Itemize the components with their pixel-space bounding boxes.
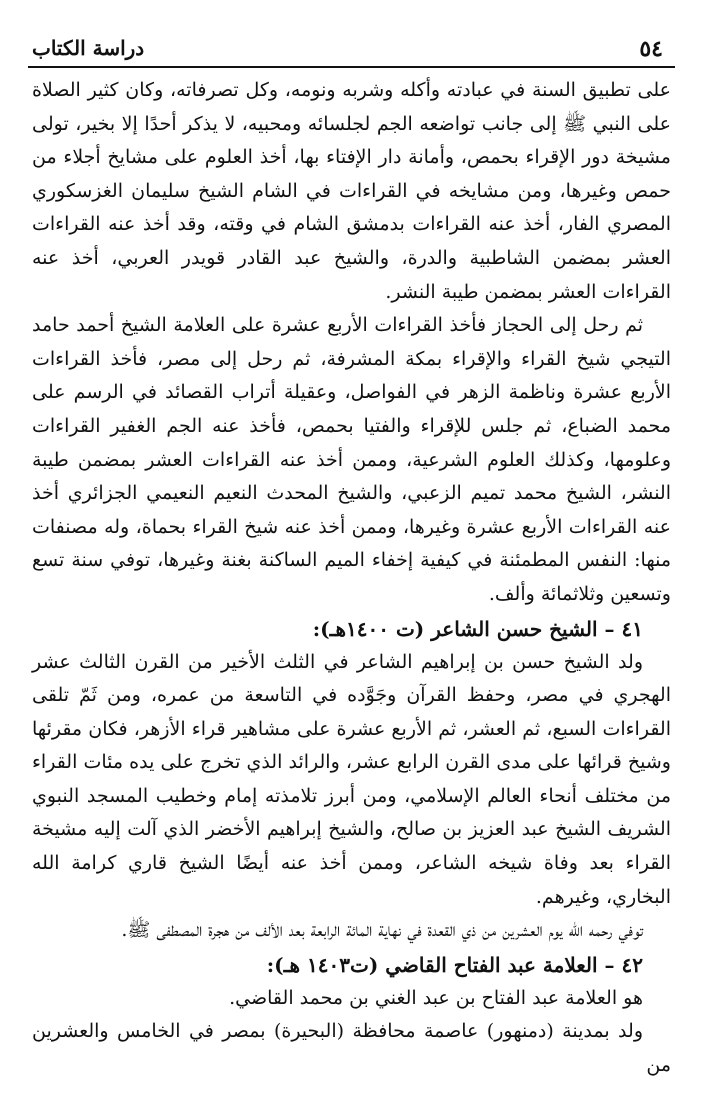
paragraph-journey: ثم رحل إلى الحجاز فأخذ القراءات الأربع عشرة على العلامة الشيخ أحمد حامد التيجي شيخ القراء والإقراء بمكة المشرفة، ثم رحل إلى مصر، فأخذ القراءات الأربع عشرة وناظمة الزهر في الفواصل، وعقيلة أتراب القصائد في الرسم على محمد الضباع، ثم جلس للإقراء والفتيا بحمص، فأخذ عنه الجم الغفير القراءات وعلومها، وكذلك العلوم الشرعية، وممن أخذ عنه القراءات العشر بمضمن طيبة النشر، الشيخ محمد تميم الزعبي، والشيخ المحدث النعيم النعيمي الجزائري أخذ عنه القراءات الأربع عشرة وغيرها، وممن أخذ عنه شيخ القراء بحماة، وله مصنفات منها: النفس المطمئنة في كيفية إخفاء الميم الساكنة بغنة وغيرها، توفي سنة تسع وتسعين وثلاثمائة وألف. xyxy=(32,314,671,605)
page-number: ٥٤ xyxy=(639,36,663,62)
page-header xyxy=(28,34,675,68)
paragraph-continuation: على تطبيق السنة في عبادته وأكله وشربه ونومه، وكل تصرفاته، وكان كثير الصلاة على النبي ﷺ إلى جانب تواضعه الجم لجلسائه ومحبيه، لا يذكر أحدًا إلا بخير، تولى مشيخة دور الإقراء بحمص، وأمانة دار الإفتاء بها، أخذ العلوم على مشايخ أجلاء من حمص وغيرها، ومن مشايخه في القراءات في الشام الشيخ سليمان الغزسكوري المصري الفار، أخذ عنه القراءات بدمشق الشام في وقته، وقد أخذ عنه القراءات العشر بمضمن الشاطبية والدرة، والشيخ عبد القادر قويدر العربي، أخذ عنه القراءات العشر بمضمن طيبة النشر. xyxy=(32,79,671,303)
running-title: دراسة الكتاب xyxy=(32,36,145,60)
page-body xyxy=(32,74,671,1083)
paragraph-birth: ولد بمدينة (دمنهور) عاصمة محافظة (البحيرة) بمصر في الخامس والعشرين من xyxy=(32,1020,671,1077)
header-rule xyxy=(28,66,675,68)
section-heading-41: ٤١ – الشيخ حسن الشاعر (ت ١٤٠٠هـ): xyxy=(312,616,643,641)
paragraph-name: هو العلامة عبد الفتاح بن عبد الغني بن محمد القاضي. xyxy=(229,986,643,1009)
section-heading-42: ٤٢ – العلامة عبد الفتاح القاضي (ت١٤٠٣ هـ): xyxy=(266,952,643,977)
paragraph-hasan-alshaer: ولد الشيخ حسن بن إبراهيم الشاعر في الثلث الأخير من القرن الثالث عشر الهجري في مصر، وحفظ القرآن وجَوَّده في التاسعة من عمره، ومن ثَمّ تلقى القراءات السبع، ثم العشر، ثم الأربع عشرة على مشاهير قراء الأزهر، فكان مقرئها وشيخ قرائها على مدى القرن الرابع عشر، والرائد الذي تخرج على يده مئات القراء من مختلف أنحاء العالم الإسلامي، ومن أبرز تلامذته إمام وخطيب المسجد النبوي الشريف الشيخ عبد العزيز بن صالح، والشيخ إبراهيم الأخضر الذي آلت إليه مشيخة القراء بعد وفاة شيخه الشاعر، وممن أخذ عنه أيضًا الشيخ قاري كرامة الله البخاري، وغيرهم. xyxy=(32,650,671,908)
paragraph-death: توفي رحمه الله يوم العشرين من ذي القعدة في نهاية المائة الرابعة بعد الألف من هجرة المصطفى ﷺ. xyxy=(121,919,643,942)
